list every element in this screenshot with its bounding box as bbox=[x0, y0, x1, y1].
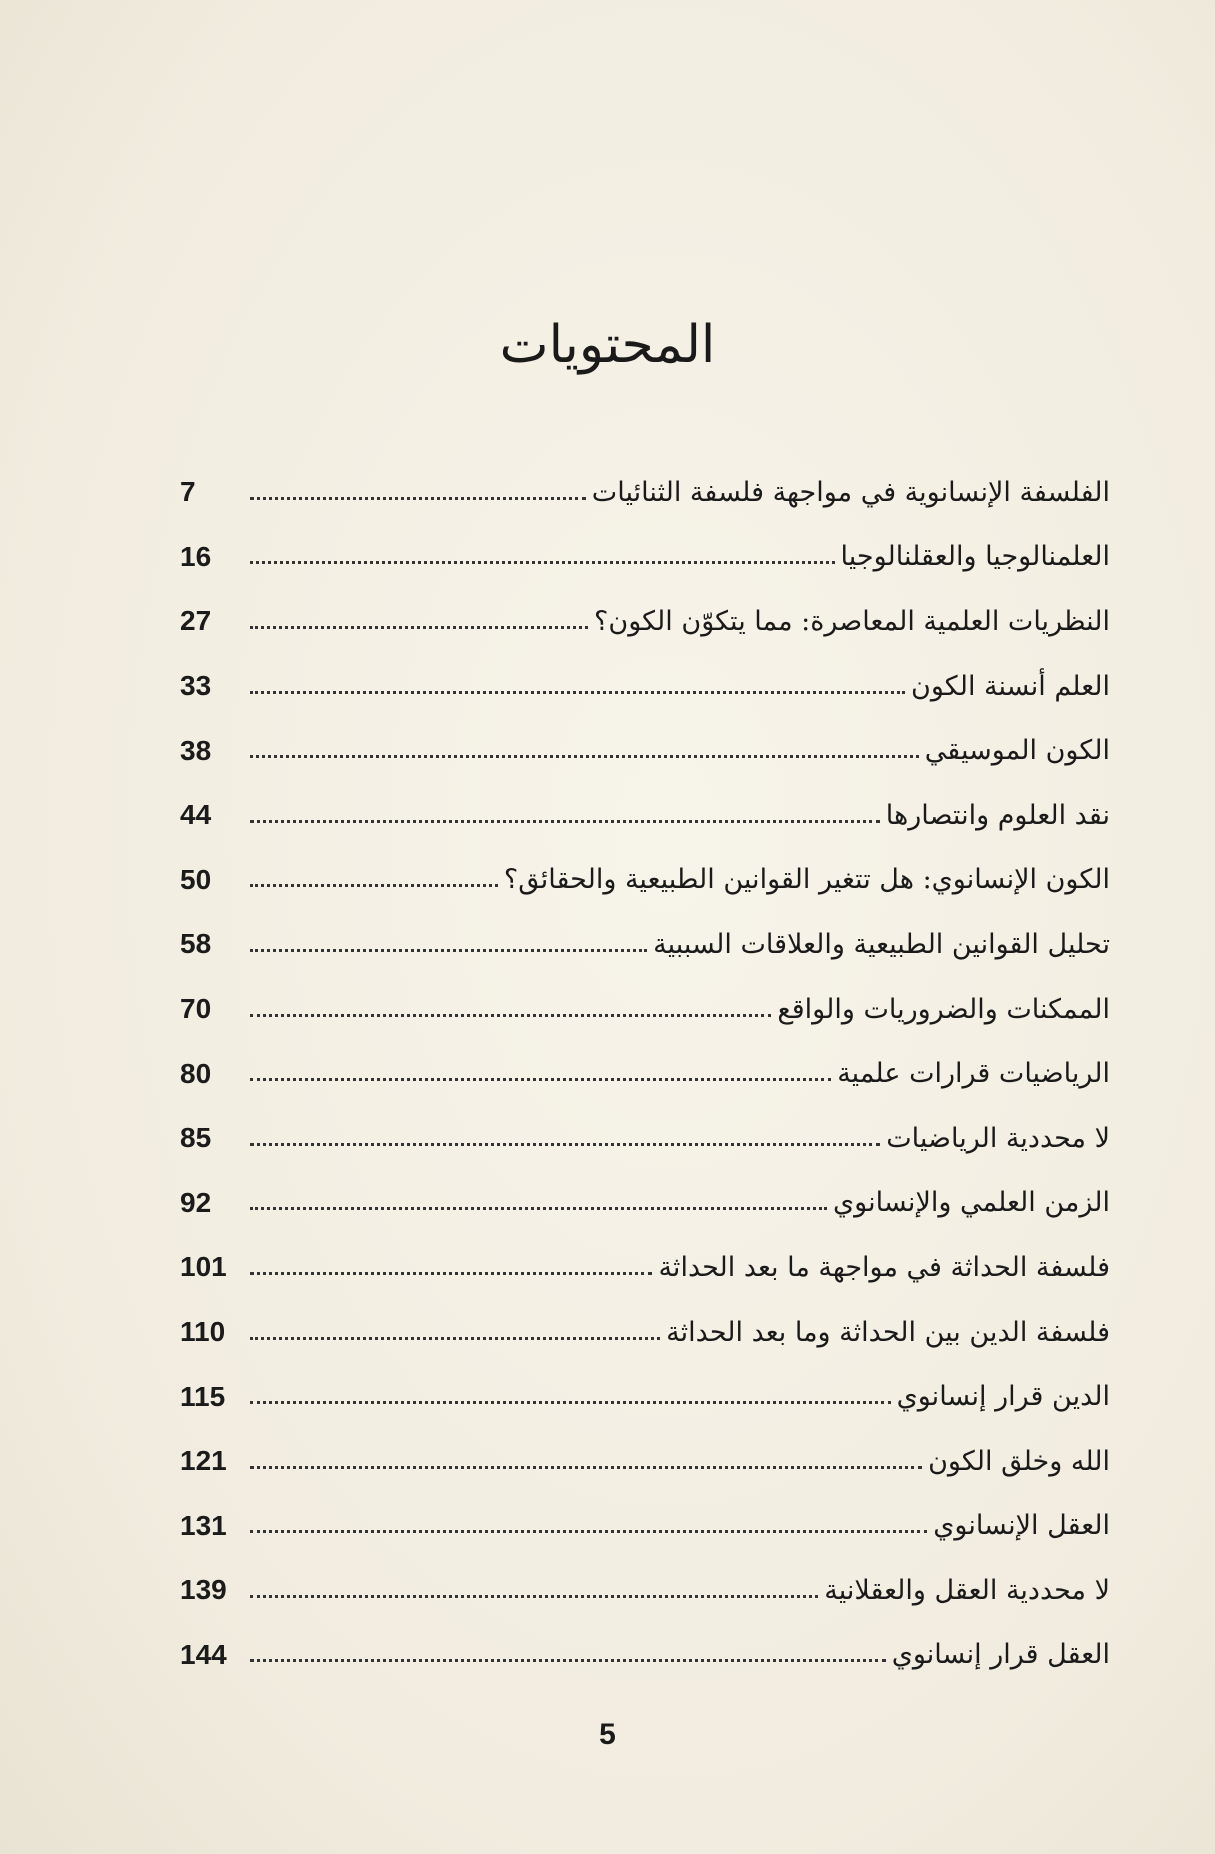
toc-entry bbox=[180, 977, 1110, 1042]
dot-leader bbox=[250, 1595, 818, 1598]
toc-entry bbox=[180, 912, 1110, 977]
dot-leader bbox=[250, 1207, 827, 1210]
toc-page-number: 121 bbox=[180, 1445, 227, 1477]
toc-entry bbox=[180, 654, 1110, 719]
toc-page-number: 16 bbox=[180, 540, 212, 572]
toc-page-number: 101 bbox=[180, 1251, 227, 1283]
toc-title: العقل قرار إنسانوي bbox=[891, 1639, 1110, 1671]
page-title: المحتويات bbox=[499, 315, 716, 375]
toc-title: النظريات العلمية المعاصرة: مما يتكوّن الكون؟ bbox=[594, 605, 1110, 637]
toc-title: العلم أنسنة الكون bbox=[911, 670, 1110, 702]
toc-page-number: 7 bbox=[180, 476, 196, 508]
toc-title: نقد العلوم وانتصارها bbox=[885, 799, 1110, 831]
toc-entry bbox=[180, 589, 1110, 654]
dot-leader bbox=[250, 1143, 880, 1146]
dot-leader bbox=[250, 820, 880, 823]
toc-page-number: 131 bbox=[180, 1509, 227, 1541]
toc-title: لا محددية الرياضيات bbox=[886, 1122, 1110, 1154]
dot-leader bbox=[250, 1401, 891, 1404]
toc-entry bbox=[180, 1300, 1110, 1365]
dot-leader bbox=[250, 561, 835, 564]
dot-leader bbox=[250, 1337, 660, 1340]
toc-page-number: 27 bbox=[180, 605, 212, 637]
dot-leader bbox=[250, 1659, 886, 1662]
toc-title: الفلسفة الإنسانوية في مواجهة فلسفة الثنائيات bbox=[591, 476, 1110, 508]
toc-entry bbox=[180, 1494, 1110, 1559]
toc-title: الزمن العلمي والإنسانوي bbox=[833, 1187, 1110, 1219]
dot-leader bbox=[250, 1078, 831, 1081]
dot-leader bbox=[250, 1272, 652, 1275]
dot-leader bbox=[250, 1014, 771, 1017]
dot-leader bbox=[250, 626, 588, 629]
toc-page-number: 110 bbox=[180, 1316, 226, 1348]
toc-page-number: 92 bbox=[180, 1186, 212, 1218]
toc-title: تحليل القوانين الطبيعية والعلاقات السببية bbox=[653, 928, 1110, 960]
toc-page-number: 58 bbox=[180, 928, 212, 960]
toc-entry bbox=[180, 525, 1110, 590]
page-number: 5 bbox=[599, 1718, 616, 1751]
dot-leader bbox=[250, 1466, 922, 1469]
toc-entry bbox=[180, 1106, 1110, 1171]
toc-entry bbox=[180, 1364, 1110, 1429]
toc-entry bbox=[180, 1558, 1110, 1623]
table-of-contents bbox=[180, 460, 1110, 1687]
toc-title: الدين قرار إنسانوي bbox=[896, 1381, 1110, 1413]
toc-entry bbox=[180, 783, 1110, 848]
toc-title: الكون الإنسانوي: هل تتغير القوانين الطبيعية والحقائق؟ bbox=[503, 864, 1110, 896]
dot-leader bbox=[250, 949, 647, 952]
dot-leader bbox=[250, 1530, 927, 1533]
dot-leader bbox=[250, 691, 905, 694]
dot-leader bbox=[250, 755, 919, 758]
toc-page-number: 38 bbox=[180, 734, 212, 766]
toc-entry bbox=[180, 1623, 1110, 1688]
dot-leader bbox=[250, 884, 498, 887]
toc-page-number: 70 bbox=[180, 993, 212, 1025]
toc-entry bbox=[180, 718, 1110, 783]
toc-title: العقل الإنسانوي bbox=[933, 1510, 1110, 1542]
toc-title: لا محددية العقل والعقلانية bbox=[824, 1574, 1110, 1606]
toc-page-number: 44 bbox=[180, 799, 212, 831]
toc-page-number: 33 bbox=[180, 670, 212, 702]
toc-title: فلسفة الحداثة في مواجهة ما بعد الحداثة bbox=[658, 1251, 1110, 1283]
toc-title: الممكنات والضروريات والواقع bbox=[777, 993, 1110, 1025]
toc-title: فلسفة الدين بين الحداثة وما بعد الحداثة bbox=[666, 1316, 1110, 1348]
toc-entry bbox=[180, 1429, 1110, 1494]
toc-title: الرياضيات قرارات علمية bbox=[837, 1058, 1110, 1090]
dot-leader bbox=[250, 497, 586, 500]
toc-page-number: 139 bbox=[180, 1574, 227, 1606]
toc-entry bbox=[180, 1041, 1110, 1106]
toc-page-number: 80 bbox=[180, 1057, 212, 1089]
toc-title: الكون الموسيقي bbox=[924, 735, 1110, 767]
toc-entry bbox=[180, 848, 1110, 913]
toc-entry bbox=[180, 1171, 1110, 1236]
toc-entry bbox=[180, 1235, 1110, 1300]
toc-page-number: 115 bbox=[180, 1380, 226, 1412]
toc-page-number: 50 bbox=[180, 863, 212, 895]
toc-title: العلمنالوجيا والعقلنالوجيا bbox=[840, 541, 1110, 573]
toc-title: الله وخلق الكون bbox=[928, 1445, 1110, 1477]
toc-page-number: 85 bbox=[180, 1122, 212, 1154]
toc-entry bbox=[180, 460, 1110, 525]
toc-page-number: 144 bbox=[180, 1638, 227, 1670]
